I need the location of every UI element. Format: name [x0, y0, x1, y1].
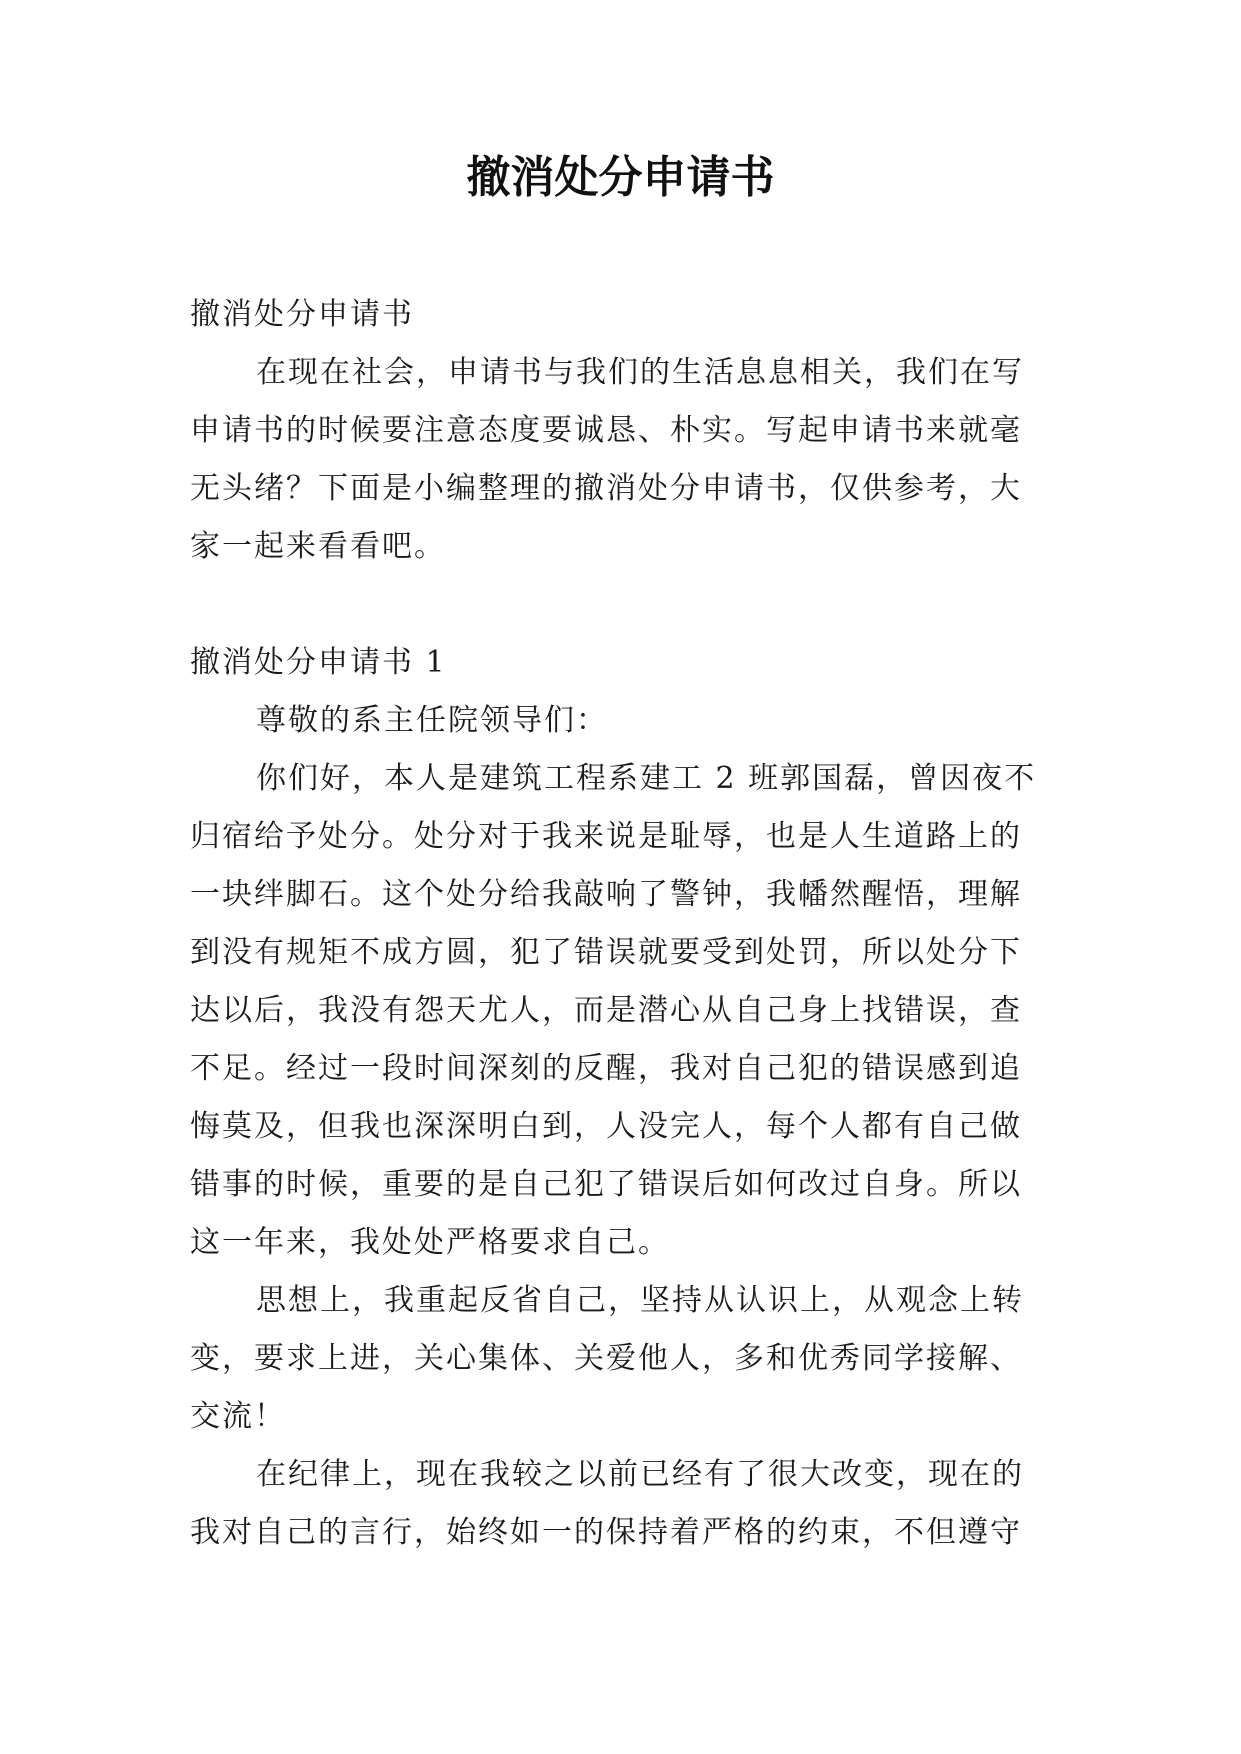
paragraph-line: 归宿给予处分。处分对于我来说是耻辱，也是人生道路上的 [190, 819, 1022, 854]
paragraph-line: 这一年来，我处处严格要求自己。 [190, 1225, 670, 1260]
paragraph-line: 到没有规矩不成方圆，犯了错误就要受到处罚，所以处分下 [190, 935, 1022, 970]
document-subtitle: 撤消处分申请书 [190, 297, 414, 332]
paragraph-line: 悔莫及，但我也深深明白到，人没完人，每个人都有自己做 [190, 1109, 1022, 1144]
salutation: 尊敬的系主任院领导们： [256, 703, 608, 738]
intro-line: 在现在社会，申请书与我们的生活息息相关，我们在写 [256, 355, 1024, 390]
paragraph-line: 你们好，本人是建筑工程系建工 2 班郭国磊，曾因夜不 [256, 761, 1037, 796]
document-body [190, 286, 1045, 1562]
paragraph-line: 一块绊脚石。这个处分给我敲响了警钟，我幡然醒悟，理解 [190, 877, 1022, 912]
intro-line: 无头绪？下面是小编整理的撤消处分申请书，仅供参考，大 [190, 471, 1022, 506]
paragraph-line: 达以后，我没有怨天尤人，而是潜心从自己身上找错误，查 [190, 993, 1022, 1028]
paragraph-line: 错事的时候，重要的是自己犯了错误后如何改过自身。所以 [190, 1167, 1022, 1202]
paragraph-line: 我对自己的言行，始终如一的保持着严格的约束，不但遵守 [190, 1515, 1022, 1550]
paragraph-line: 不足。经过一段时间深刻的反醒，我对自己犯的错误感到追 [190, 1051, 1022, 1086]
paragraph-line: 交流！ [190, 1399, 286, 1434]
paragraph-line: 变，要求上进，关心集体、关爱他人，多和优秀同学接解、 [190, 1341, 1022, 1376]
paragraph-line: 思想上，我重起反省自己，坚持从认识上，从观念上转 [256, 1283, 1024, 1318]
paragraph-spacer [190, 576, 1045, 634]
paragraph-line: 在纪律上，现在我较之以前已经有了很大改变，现在的 [256, 1457, 1024, 1492]
document-title: 撤消处分申请书 [466, 152, 775, 203]
intro-line: 家一起来看看吧。 [190, 529, 446, 564]
intro-line: 申请书的时候要注意态度要诚恳、朴实。写起申请书来就毫 [190, 413, 1022, 448]
section-heading: 撤消处分申请书 1 [190, 645, 447, 680]
